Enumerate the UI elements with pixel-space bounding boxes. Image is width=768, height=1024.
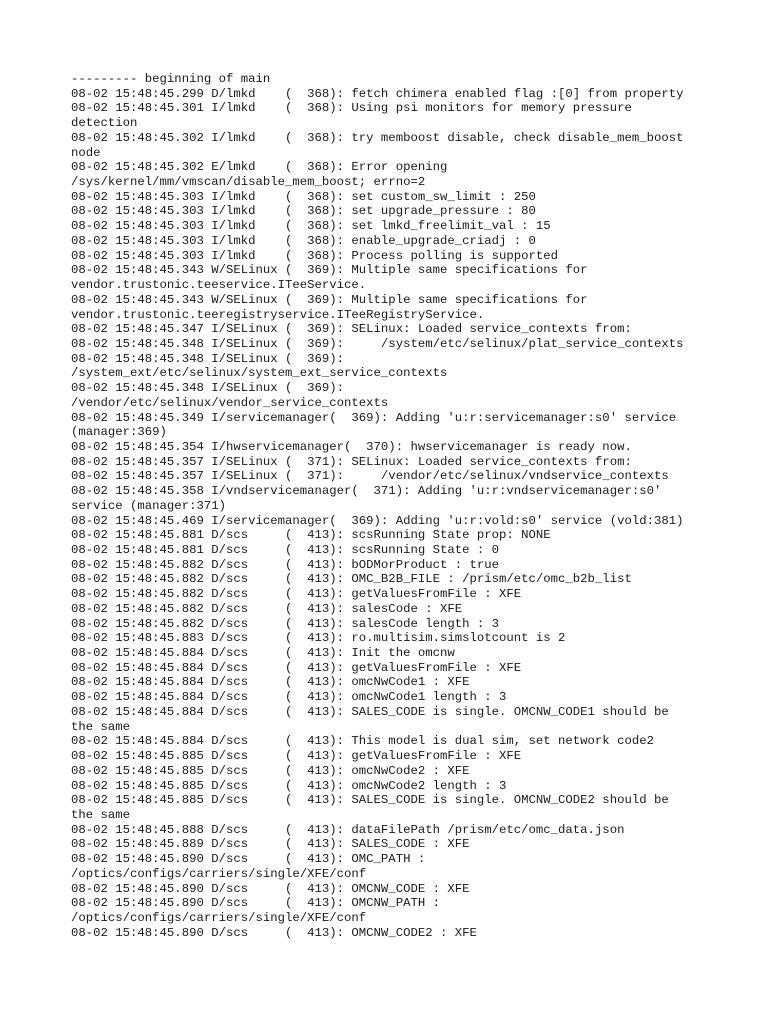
log-line: 08-02 15:48:45.469 I/servicemanager( 369): Adding 'u:r:vold:s0' service (vold:381) bbox=[71, 513, 684, 528]
log-line: 08-02 15:48:45.890 D/scs ( 413): OMCNW_CODE : XFE bbox=[71, 881, 470, 896]
log-line: 08-02 15:48:45.881 D/scs ( 413): scsRunning State prop: NONE bbox=[71, 528, 551, 543]
log-line: 08-02 15:48:45.343 W/SELinux ( 369): Multiple same specifications for bbox=[71, 263, 588, 278]
log-line: /system_ext/etc/selinux/system_ext_service_contexts bbox=[71, 366, 448, 381]
log-line: 08-02 15:48:45.301 I/lmkd ( 368): Using psi monitors for memory pressure bbox=[71, 101, 632, 116]
log-line: 08-02 15:48:45.303 I/lmkd ( 368): set custom_sw_limit : 250 bbox=[71, 189, 536, 204]
log-line: 08-02 15:48:45.303 I/lmkd ( 368): enable_upgrade_criadj : 0 bbox=[71, 233, 536, 248]
log-line: 08-02 15:48:45.888 D/scs ( 413): dataFilePath /prism/etc/omc_data.json bbox=[71, 822, 625, 837]
log-line: 08-02 15:48:45.882 D/scs ( 413): bODMorProduct : true bbox=[71, 557, 500, 572]
log-line: service (manager:371) bbox=[71, 498, 226, 513]
log-line: /sys/kernel/mm/vmscan/disable_mem_boost; errno=2 bbox=[71, 175, 426, 190]
log-line: 08-02 15:48:45.890 D/scs ( 413): OMCNW_CODE2 : XFE bbox=[71, 925, 477, 940]
log-line: the same bbox=[71, 719, 131, 734]
log-line: 08-02 15:48:45.884 D/scs ( 413): Init the omcnw bbox=[71, 646, 455, 661]
log-line: 08-02 15:48:45.884 D/scs ( 413): This model is dual sim, set network code2 bbox=[71, 734, 654, 749]
log-line: 08-02 15:48:45.884 D/scs ( 413): omcNwCode1 : XFE bbox=[71, 675, 470, 690]
log-line: /optics/configs/carriers/single/XFE/conf bbox=[71, 866, 367, 881]
log-line: 08-02 15:48:45.357 I/SELinux ( 371): /vendor/etc/selinux/vndservice_contexts bbox=[71, 469, 669, 484]
log-line: 08-02 15:48:45.885 D/scs ( 413): omcNwCode2 : XFE bbox=[71, 763, 470, 778]
log-line: 08-02 15:48:45.303 I/lmkd ( 368): set lmkd_freelimit_val : 15 bbox=[71, 219, 551, 234]
log-line: 08-02 15:48:45.347 I/SELinux ( 369): SELinux: Loaded service_contexts from: bbox=[71, 322, 632, 337]
log-line: 08-02 15:48:45.348 I/SELinux ( 369): /system/etc/selinux/plat_service_contexts bbox=[71, 336, 684, 351]
log-line: /optics/configs/carriers/single/XFE/conf bbox=[71, 910, 367, 925]
log-line: /vendor/etc/selinux/vendor_service_contexts bbox=[71, 395, 389, 410]
log-line: 08-02 15:48:45.883 D/scs ( 413): ro.multisim.simslotcount is 2 bbox=[71, 631, 566, 646]
log-line: 08-02 15:48:45.881 D/scs ( 413): scsRunning State : 0 bbox=[71, 543, 500, 557]
log-line: 08-02 15:48:45.302 E/lmkd ( 368): Error opening bbox=[71, 160, 448, 175]
log-line: 08-02 15:48:45.358 I/vndservicemanager( 371): Adding 'u:r:vndservicemanager:s0' bbox=[71, 484, 662, 499]
log-line: 08-02 15:48:45.303 I/lmkd ( 368): Process polling is supported bbox=[71, 248, 559, 263]
log-line: 08-02 15:48:45.357 I/SELinux ( 371): SELinux: Loaded service_contexts from: bbox=[71, 454, 632, 469]
log-line: 08-02 15:48:45.302 I/lmkd ( 368): try memboost disable, check disable_mem_boost bbox=[71, 130, 684, 145]
log-line: 08-02 15:48:45.882 D/scs ( 413): getValuesFromFile : XFE bbox=[71, 587, 522, 602]
log-line: 08-02 15:48:45.890 D/scs ( 413): OMC_PATH : bbox=[71, 852, 426, 867]
log-line: 08-02 15:48:45.884 D/scs ( 413): omcNwCode1 length : 3 bbox=[71, 690, 507, 705]
log-line: 08-02 15:48:45.884 D/scs ( 413): SALES_CODE is single. OMCNW_CODE1 should be bbox=[71, 704, 669, 719]
log-line: 08-02 15:48:45.348 I/SELinux ( 369): bbox=[71, 381, 345, 396]
log-line: 08-02 15:48:45.882 D/scs ( 413): salesCode : XFE bbox=[71, 601, 463, 616]
log-line: 08-02 15:48:45.885 D/scs ( 413): SALES_CODE is single. OMCNW_CODE2 should be bbox=[71, 793, 669, 808]
log-line: 08-02 15:48:45.884 D/scs ( 413): getValuesFromFile : XFE bbox=[71, 660, 522, 675]
log-line: 08-02 15:48:45.889 D/scs ( 413): SALES_CODE : XFE bbox=[71, 837, 470, 852]
log-line: detection bbox=[71, 116, 138, 131]
log-line: --------- beginning of main bbox=[71, 72, 271, 86]
log-line: 08-02 15:48:45.299 D/lmkd ( 368): fetch chimera enabled flag :[0] from property bbox=[71, 86, 684, 101]
log-line: 08-02 15:48:45.303 I/lmkd ( 368): set upgrade_pressure : 80 bbox=[71, 204, 536, 219]
log-line: 08-02 15:48:45.882 D/scs ( 413): OMC_B2B_FILE : /prism/etc/omc_b2b_list bbox=[71, 572, 632, 587]
log-line: vendor.trustonic.teeregistryservice.ITeeRegistryService. bbox=[71, 307, 485, 322]
log-line: node bbox=[71, 145, 101, 160]
log-line: 08-02 15:48:45.343 W/SELinux ( 369): Multiple same specifications for bbox=[71, 292, 588, 307]
log-line: 08-02 15:48:45.882 D/scs ( 413): salesCode length : 3 bbox=[71, 616, 500, 631]
log-line: 08-02 15:48:45.349 I/servicemanager( 369): Adding 'u:r:servicemanager:s0' service bbox=[71, 410, 677, 425]
log-line: 08-02 15:48:45.885 D/scs ( 413): omcNwCode2 length : 3 bbox=[71, 778, 507, 793]
log-line: 08-02 15:48:45.354 I/hwservicemanager( 370): hwservicemanager is ready now. bbox=[71, 439, 632, 454]
log-text bbox=[71, 72, 711, 940]
log-line: the same bbox=[71, 807, 131, 822]
log-line: vendor.trustonic.teeservice.ITeeService. bbox=[71, 278, 367, 293]
log-line: 08-02 15:48:45.890 D/scs ( 413): OMCNW_PATH : bbox=[71, 896, 440, 911]
log-line: 08-02 15:48:45.885 D/scs ( 413): getValuesFromFile : XFE bbox=[71, 749, 522, 764]
log-line: 08-02 15:48:45.348 I/SELinux ( 369): bbox=[71, 351, 345, 366]
log-line: (manager:369) bbox=[71, 425, 167, 440]
